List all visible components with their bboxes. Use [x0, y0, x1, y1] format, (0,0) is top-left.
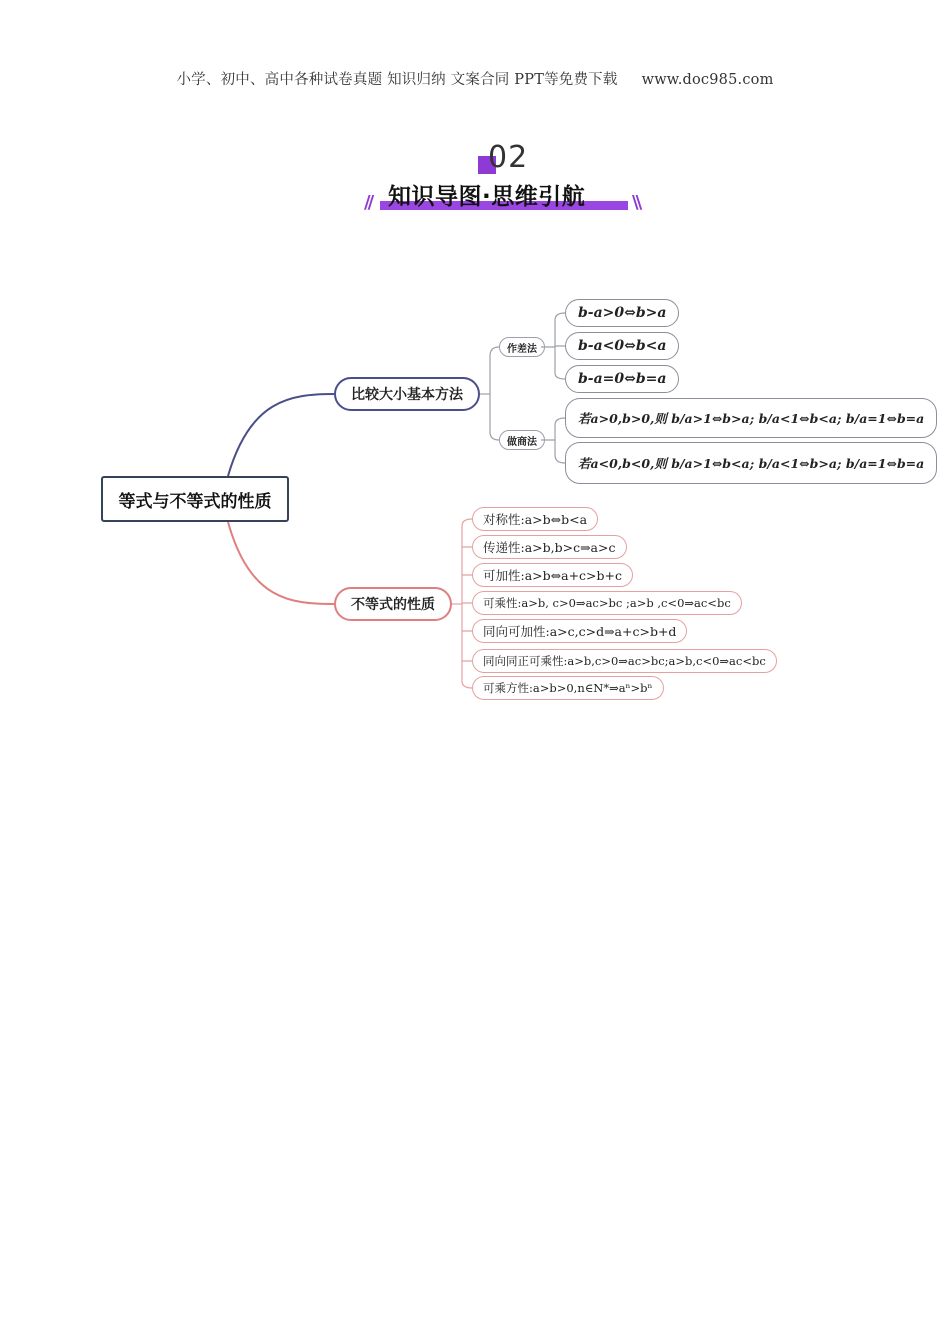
property-symmetry: 对称性:a>b⇔b<a: [472, 507, 598, 531]
property-multiplicativity: 可乘性:a>b, c>0⇒ac>bc ;a>b ,c<0⇒ac<bc: [472, 591, 742, 615]
diff-item-lt: b-a<0⇔b<a: [565, 332, 679, 360]
left-deco: //: [364, 192, 372, 213]
diff-method-label: 作差法: [499, 337, 545, 357]
branch-compare: 比较大小基本方法: [334, 377, 480, 411]
branch-properties: 不等式的性质: [334, 587, 452, 621]
property-additivity: 可加性:a>b⇔a+c>b+c: [472, 563, 633, 587]
mindmap-root: 等式与不等式的性质: [101, 476, 289, 522]
property-positive-multiplication: 同向同正可乘性:a>b,c>0⇒ac>bc;a>b,c<0⇒ac<bc: [472, 649, 777, 673]
diff-item-eq: b-a=0⇔b=a: [565, 365, 679, 393]
header-text: 小学、初中、高中各种试卷真题 知识归纳 文案合同 PPT等免费下载: [176, 72, 618, 88]
diff-item-gt: b-a>0⇔b>a: [565, 299, 679, 327]
property-power: 可乘方性:a>b>0,n∈N*⇒aⁿ>bⁿ: [472, 676, 664, 700]
quotient-method-label: 做商法: [499, 430, 545, 450]
section-number: 02: [488, 140, 529, 175]
quotient-item-negative: 若a<0,b<0,则 b/a>1⇔b<a; b/a<1⇔b>a; b/a=1⇔b=a: [565, 442, 937, 484]
property-transitivity: 传递性:a>b,b>c⇒a>c: [472, 535, 627, 559]
right-deco: \\: [632, 192, 640, 213]
property-same-direction-addition: 同向可加性:a>c,c>d⇒a+c>b+d: [472, 619, 687, 643]
header-site[interactable]: www.doc985.com: [641, 72, 774, 88]
section-title: 知识导图·思维引航: [388, 184, 586, 210]
quotient-item-positive: 若a>0,b>0,则 b/a>1⇔b>a; b/a<1⇔b<a; b/a=1⇔b=a: [565, 398, 937, 438]
